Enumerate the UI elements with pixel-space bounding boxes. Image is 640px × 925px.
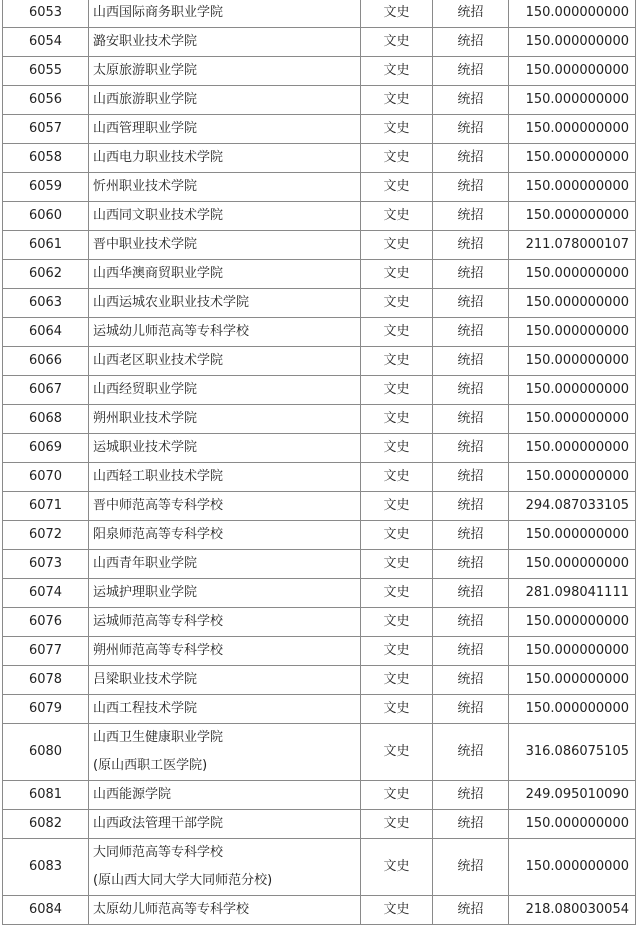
table-row [3, 173, 636, 202]
subject-cell: 文史 [361, 781, 433, 810]
school-name-cell: 吕梁职业技术学院 [89, 666, 361, 695]
school-code-cell: 6069 [3, 434, 89, 463]
score-cell: 211.078000107 [509, 231, 636, 260]
enrollment-type-cell: 统招 [433, 115, 509, 144]
enrollment-type-cell: 统招 [433, 724, 509, 781]
table-row [3, 347, 636, 376]
enrollment-type-cell: 统招 [433, 492, 509, 521]
school-code-cell: 6059 [3, 173, 89, 202]
score-cell: 150.000000000 [509, 666, 636, 695]
school-name-cell: 运城职业技术学院 [89, 434, 361, 463]
subject-cell: 文史 [361, 57, 433, 86]
school-name-cell: 运城护理职业学院 [89, 579, 361, 608]
school-code-cell: 6067 [3, 376, 89, 405]
subject-cell: 文史 [361, 115, 433, 144]
enrollment-type-cell: 统招 [433, 550, 509, 579]
enrollment-type-cell: 统招 [433, 405, 509, 434]
enrollment-type-cell: 统招 [433, 86, 509, 115]
school-name: 山西卫生健康职业学院 [93, 730, 224, 745]
table-row [3, 695, 636, 724]
school-name-cell: 山西老区职业技术学院 [89, 347, 361, 376]
school-code-cell: 6078 [3, 666, 89, 695]
table-row [3, 318, 636, 347]
score-cell: 150.000000000 [509, 318, 636, 347]
score-cell: 150.000000000 [509, 695, 636, 724]
table-row [3, 492, 636, 521]
school-code-cell: 6056 [3, 86, 89, 115]
school-code-cell: 6076 [3, 608, 89, 637]
table-row [3, 579, 636, 608]
table-row [3, 550, 636, 579]
score-cell: 294.087033105 [509, 492, 636, 521]
school-name-cell: 太原旅游职业学院 [89, 57, 361, 86]
school-name-cell: 山西国际商务职业学院 [89, 0, 361, 28]
enrollment-type-cell: 统招 [433, 781, 509, 810]
school-code-cell: 6077 [3, 637, 89, 666]
score-cell: 150.000000000 [509, 289, 636, 318]
enrollment-type-cell: 统招 [433, 896, 509, 925]
school-code-cell: 6071 [3, 492, 89, 521]
table-row [3, 86, 636, 115]
enrollment-type-cell: 统招 [433, 839, 509, 896]
school-code-cell: 6081 [3, 781, 89, 810]
school-code-cell: 6055 [3, 57, 89, 86]
school-code-cell: 6061 [3, 231, 89, 260]
enrollment-type-cell: 统招 [433, 28, 509, 57]
enrollment-type-cell: 统招 [433, 637, 509, 666]
school-code-cell: 6083 [3, 839, 89, 896]
subject-cell: 文史 [361, 376, 433, 405]
school-code-cell: 6070 [3, 463, 89, 492]
school-code-cell: 6072 [3, 521, 89, 550]
table-row [3, 781, 636, 810]
school-name-cell: 山西轻工职业技术学院 [89, 463, 361, 492]
table-row [3, 0, 636, 28]
table-row [3, 231, 636, 260]
enrollment-type-cell: 统招 [433, 666, 509, 695]
school-name-cell: 忻州职业技术学院 [89, 173, 361, 202]
score-cell: 150.000000000 [509, 173, 636, 202]
table-row [3, 289, 636, 318]
score-cell: 218.080030054 [509, 896, 636, 925]
school-name-cell: 山西运城农业职业技术学院 [89, 289, 361, 318]
score-cell: 150.000000000 [509, 550, 636, 579]
table-row [3, 810, 636, 839]
score-cell: 150.000000000 [509, 405, 636, 434]
school-name-cell: 山西旅游职业学院 [89, 86, 361, 115]
school-name-cell: 晋中职业技术学院 [89, 231, 361, 260]
table-row [3, 115, 636, 144]
table-row [3, 28, 636, 57]
school-code-cell: 6053 [3, 0, 89, 28]
enrollment-type-cell: 统招 [433, 231, 509, 260]
school-name-cell: 太原幼儿师范高等专科学校 [89, 896, 361, 925]
school-code-cell: 6064 [3, 318, 89, 347]
score-cell: 150.000000000 [509, 376, 636, 405]
school-code-cell: 6082 [3, 810, 89, 839]
enrollment-type-cell: 统招 [433, 521, 509, 550]
score-cell: 150.000000000 [509, 810, 636, 839]
table-row [3, 896, 636, 925]
score-cell: 281.098041111 [509, 579, 636, 608]
school-name-cell: 山西电力职业技术学院 [89, 144, 361, 173]
school-name-cell: 朔州职业技术学院 [89, 405, 361, 434]
subject-cell: 文史 [361, 289, 433, 318]
subject-cell: 文史 [361, 550, 433, 579]
school-code-cell: 6074 [3, 579, 89, 608]
table-row [3, 434, 636, 463]
subject-cell: 文史 [361, 405, 433, 434]
school-code-cell: 6073 [3, 550, 89, 579]
table-row [3, 608, 636, 637]
school-name-cell: 山西青年职业学院 [89, 550, 361, 579]
table-row [3, 839, 636, 896]
school-code-cell: 6063 [3, 289, 89, 318]
enrollment-type-cell: 统招 [433, 434, 509, 463]
score-cell: 150.000000000 [509, 115, 636, 144]
subject-cell: 文史 [361, 86, 433, 115]
score-cell: 150.000000000 [509, 57, 636, 86]
school-name-cell: 山西经贸职业学院 [89, 376, 361, 405]
school-name-cell: 山西工程技术学院 [89, 695, 361, 724]
school-name-cell: 阳泉师范高等专科学校 [89, 521, 361, 550]
enrollment-type-cell: 统招 [433, 347, 509, 376]
enrollment-type-cell: 统招 [433, 608, 509, 637]
enrollment-type-cell: 统招 [433, 144, 509, 173]
score-cell: 150.000000000 [509, 463, 636, 492]
subject-cell: 文史 [361, 231, 433, 260]
school-code-cell: 6058 [3, 144, 89, 173]
enrollment-type-cell: 统招 [433, 289, 509, 318]
enrollment-type-cell: 统招 [433, 695, 509, 724]
school-code-cell: 6062 [3, 260, 89, 289]
subject-cell: 文史 [361, 144, 433, 173]
enrollment-type-cell: 统招 [433, 810, 509, 839]
enrollment-type-cell: 统招 [433, 173, 509, 202]
table-row [3, 463, 636, 492]
table-row [3, 405, 636, 434]
school-name-cell [89, 724, 361, 781]
school-name-cell: 运城幼儿师范高等专科学校 [89, 318, 361, 347]
school-name-cell: 山西政法管理干部学院 [89, 810, 361, 839]
enrollment-type-cell: 统招 [433, 376, 509, 405]
enrollment-type-cell: 统招 [433, 202, 509, 231]
table-row [3, 202, 636, 231]
table-row [3, 666, 636, 695]
subject-cell: 文史 [361, 521, 433, 550]
score-cell: 150.000000000 [509, 347, 636, 376]
enrollment-type-cell: 统招 [433, 318, 509, 347]
table-body [3, 0, 636, 925]
school-name-cell: 山西华澳商贸职业学院 [89, 260, 361, 289]
score-cell: 150.000000000 [509, 637, 636, 666]
school-name-cell: 运城师范高等专科学校 [89, 608, 361, 637]
subject-cell: 文史 [361, 463, 433, 492]
school-code-cell: 6079 [3, 695, 89, 724]
school-former-name: (原山西大同大学大同师范分校) [93, 873, 273, 888]
subject-cell: 文史 [361, 695, 433, 724]
admission-score-table [2, 0, 636, 925]
subject-cell: 文史 [361, 666, 433, 695]
subject-cell: 文史 [361, 637, 433, 666]
subject-cell: 文史 [361, 579, 433, 608]
score-cell: 150.000000000 [509, 260, 636, 289]
enrollment-type-cell: 统招 [433, 0, 509, 28]
score-cell: 150.000000000 [509, 202, 636, 231]
school-code-cell: 6080 [3, 724, 89, 781]
score-cell: 150.000000000 [509, 434, 636, 463]
school-name-cell: 晋中师范高等专科学校 [89, 492, 361, 521]
subject-cell: 文史 [361, 896, 433, 925]
score-cell: 150.000000000 [509, 144, 636, 173]
subject-cell: 文史 [361, 347, 433, 376]
score-cell: 150.000000000 [509, 521, 636, 550]
score-cell: 150.000000000 [509, 0, 636, 28]
subject-cell: 文史 [361, 202, 433, 231]
subject-cell: 文史 [361, 0, 433, 28]
subject-cell: 文史 [361, 724, 433, 781]
subject-cell: 文史 [361, 173, 433, 202]
subject-cell: 文史 [361, 492, 433, 521]
school-code-cell: 6068 [3, 405, 89, 434]
table-row [3, 521, 636, 550]
enrollment-type-cell: 统招 [433, 260, 509, 289]
table-row [3, 144, 636, 173]
school-name-cell [89, 839, 361, 896]
school-name-cell: 潞安职业技术学院 [89, 28, 361, 57]
school-name: 大同师范高等专科学校 [93, 845, 224, 860]
subject-cell: 文史 [361, 434, 433, 463]
school-code-cell: 6066 [3, 347, 89, 376]
subject-cell: 文史 [361, 608, 433, 637]
table-row [3, 260, 636, 289]
school-code-cell: 6060 [3, 202, 89, 231]
score-cell: 150.000000000 [509, 86, 636, 115]
score-cell: 150.000000000 [509, 839, 636, 896]
subject-cell: 文史 [361, 839, 433, 896]
enrollment-type-cell: 统招 [433, 579, 509, 608]
subject-cell: 文史 [361, 810, 433, 839]
table-row [3, 57, 636, 86]
school-name-cell: 山西管理职业学院 [89, 115, 361, 144]
school-former-name: (原山西职工医学院) [93, 758, 208, 773]
score-cell: 249.095010090 [509, 781, 636, 810]
school-name-cell: 山西能源学院 [89, 781, 361, 810]
subject-cell: 文史 [361, 318, 433, 347]
school-code-cell: 6054 [3, 28, 89, 57]
score-cell: 150.000000000 [509, 28, 636, 57]
enrollment-type-cell: 统招 [433, 57, 509, 86]
subject-cell: 文史 [361, 28, 433, 57]
enrollment-type-cell: 统招 [433, 463, 509, 492]
subject-cell: 文史 [361, 260, 433, 289]
table-row [3, 724, 636, 781]
score-cell: 316.086075105 [509, 724, 636, 781]
school-code-cell: 6084 [3, 896, 89, 925]
table-row [3, 376, 636, 405]
school-code-cell: 6057 [3, 115, 89, 144]
score-cell: 150.000000000 [509, 608, 636, 637]
school-name-cell: 朔州师范高等专科学校 [89, 637, 361, 666]
school-name-cell: 山西同文职业技术学院 [89, 202, 361, 231]
table-row [3, 637, 636, 666]
